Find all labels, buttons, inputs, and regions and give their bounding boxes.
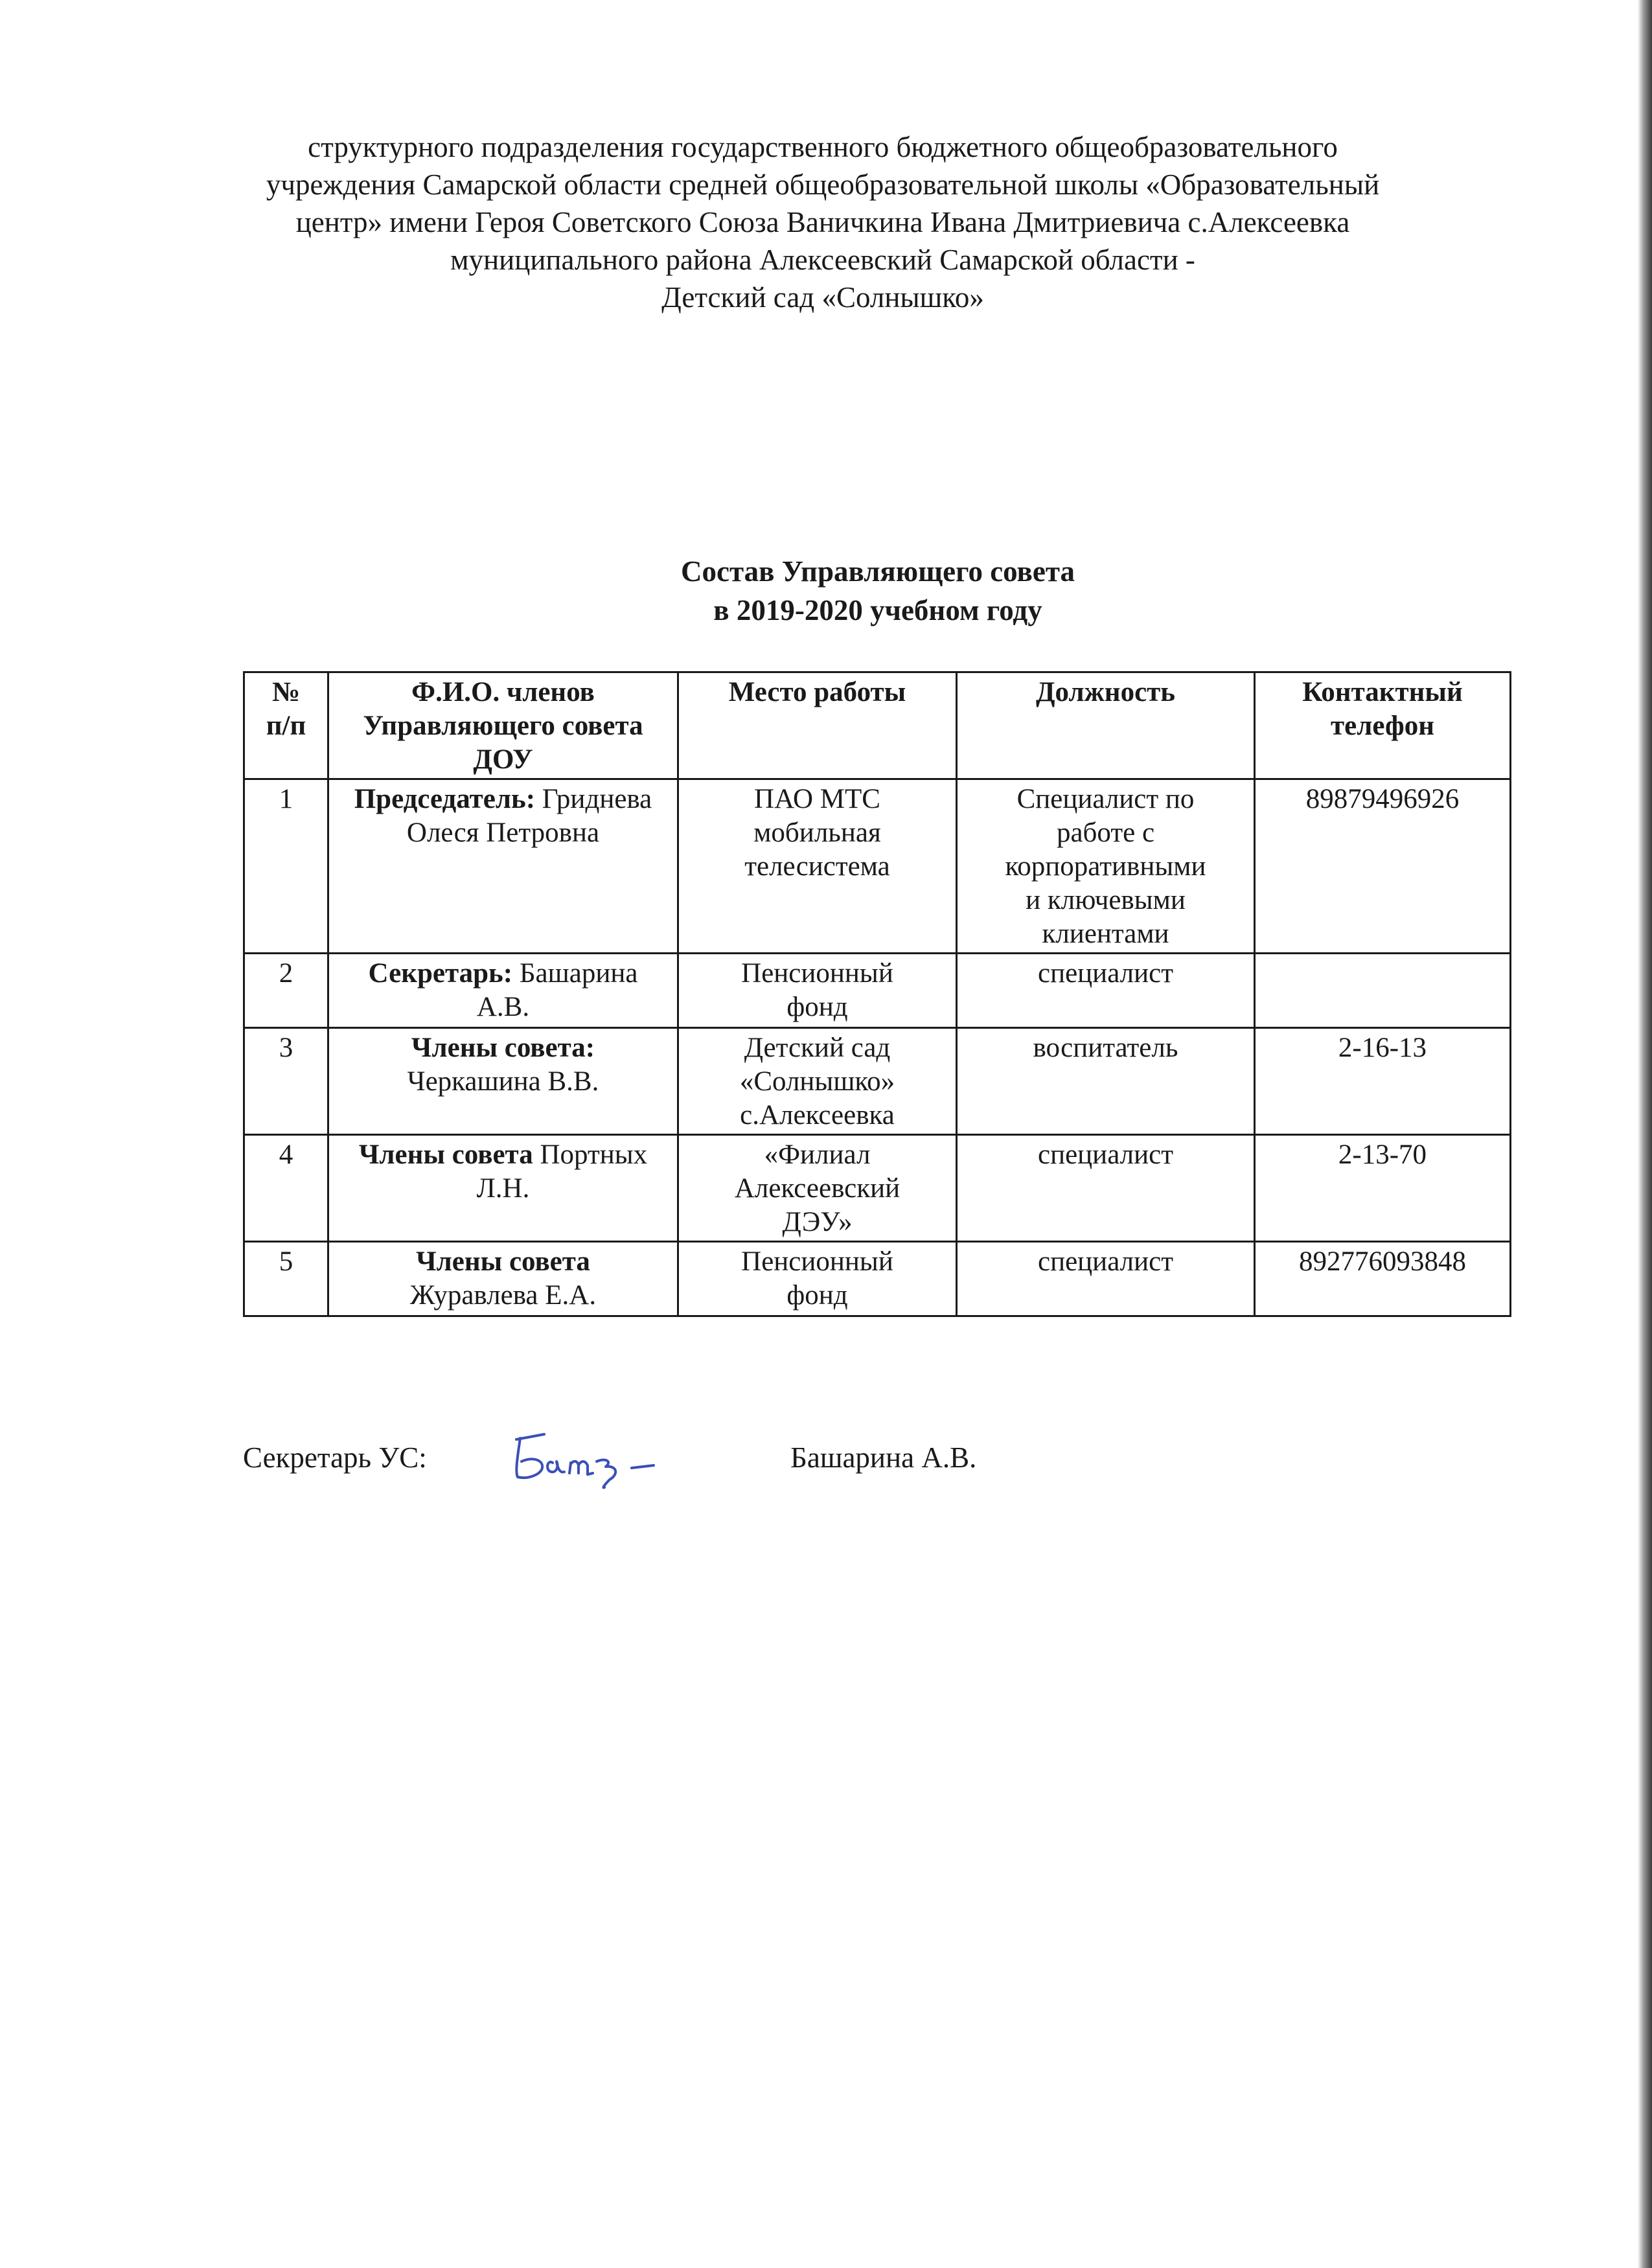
cell-num: 4	[244, 1135, 328, 1242]
header-num: № п/п	[244, 672, 328, 779]
member-name: Журавлева Е.А.	[409, 1280, 597, 1311]
title-line-1: Состав Управляющего совета	[681, 555, 1075, 588]
handwritten-signature	[509, 1420, 677, 1491]
council-members-table	[243, 671, 1511, 1317]
header-line: центр» имени Героя Советского Союза Ваничкина Ивана Дмитриевича с.Алексеевка	[295, 206, 1350, 238]
header-line: Детский сад «Солнышко»	[661, 281, 984, 314]
header-position: Должность	[957, 672, 1255, 779]
cell-fio	[328, 1242, 678, 1316]
header-phone: Контактный телефон	[1255, 672, 1511, 779]
member-name: Черкашина В.В.	[407, 1066, 599, 1097]
header-line: структурного подразделения государственного бюджетного общеобразовательного	[308, 131, 1338, 163]
header-fio: Ф.И.О. членов Управляющего совета ДОУ	[328, 672, 678, 779]
signature-label: Секретарь УС:	[243, 1441, 427, 1474]
table-row	[244, 954, 1511, 1028]
header-line: учреждения Самарской области средней общеобразовательной школы «Образовательный	[266, 168, 1380, 201]
signature-block	[243, 1438, 1409, 1496]
table-row	[244, 1242, 1511, 1316]
cell-position: специалист	[957, 954, 1255, 1028]
document-title	[220, 552, 1535, 630]
cell-position: специалист	[957, 1242, 1255, 1316]
cell-phone: 2-16-13	[1255, 1028, 1511, 1135]
member-role: Секретарь:	[368, 958, 513, 989]
table-row	[244, 1028, 1511, 1135]
cell-num: 3	[244, 1028, 328, 1135]
cell-workplace: Пенсионный фонд	[678, 1242, 957, 1316]
member-name: Гриднева	[535, 784, 652, 814]
table-header-row	[244, 672, 1511, 779]
cell-num: 5	[244, 1242, 328, 1316]
cell-phone: 89879496926	[1255, 779, 1511, 954]
member-role: Члены совета	[416, 1246, 590, 1277]
cell-position: специалист	[957, 1135, 1255, 1242]
secretary-name: Башарина А.В.	[790, 1441, 977, 1474]
cell-workplace: «Филиал Алексеевский ДЭУ»	[678, 1135, 957, 1242]
header-line: муниципального района Алексеевский Самарской области -	[450, 244, 1195, 276]
cell-position: воспитатель	[957, 1028, 1255, 1135]
cell-workplace: Детский сад «Солнышко» с.Алексеевка	[678, 1028, 957, 1135]
table-row	[244, 1135, 1511, 1242]
member-role: Члены совета:	[411, 1033, 595, 1063]
cell-num: 1	[244, 779, 328, 954]
cell-phone: 892776093848	[1255, 1242, 1511, 1316]
member-name: Портных	[533, 1140, 648, 1170]
cell-fio	[328, 779, 678, 954]
member-name: Башарина	[512, 958, 638, 989]
member-name: Олеся Петровна	[406, 818, 600, 848]
table-row	[244, 779, 1511, 954]
cell-fio	[328, 1028, 678, 1135]
member-role: Председатель:	[354, 784, 536, 814]
member-role: Члены совета	[358, 1140, 533, 1170]
cell-position: Специалист по работе с корпоративными и ключевыми клиентами	[957, 779, 1255, 954]
member-name: Л.Н.	[476, 1173, 530, 1204]
header-workplace: Место работы	[678, 672, 957, 779]
cell-num: 2	[244, 954, 328, 1028]
cell-workplace: Пенсионный фонд	[678, 954, 957, 1028]
scan-edge-shadow	[1638, 0, 1652, 2268]
member-name: А.В.	[476, 992, 530, 1022]
cell-fio	[328, 954, 678, 1028]
cell-fio	[328, 1135, 678, 1242]
cell-workplace: ПАО МТС мобильная телесистема	[678, 779, 957, 954]
cell-phone: 2-13-70	[1255, 1135, 1511, 1242]
institution-header	[220, 128, 1425, 316]
title-line-2: в 2019-2020 учебном году	[713, 594, 1042, 626]
cell-phone	[1255, 954, 1511, 1028]
